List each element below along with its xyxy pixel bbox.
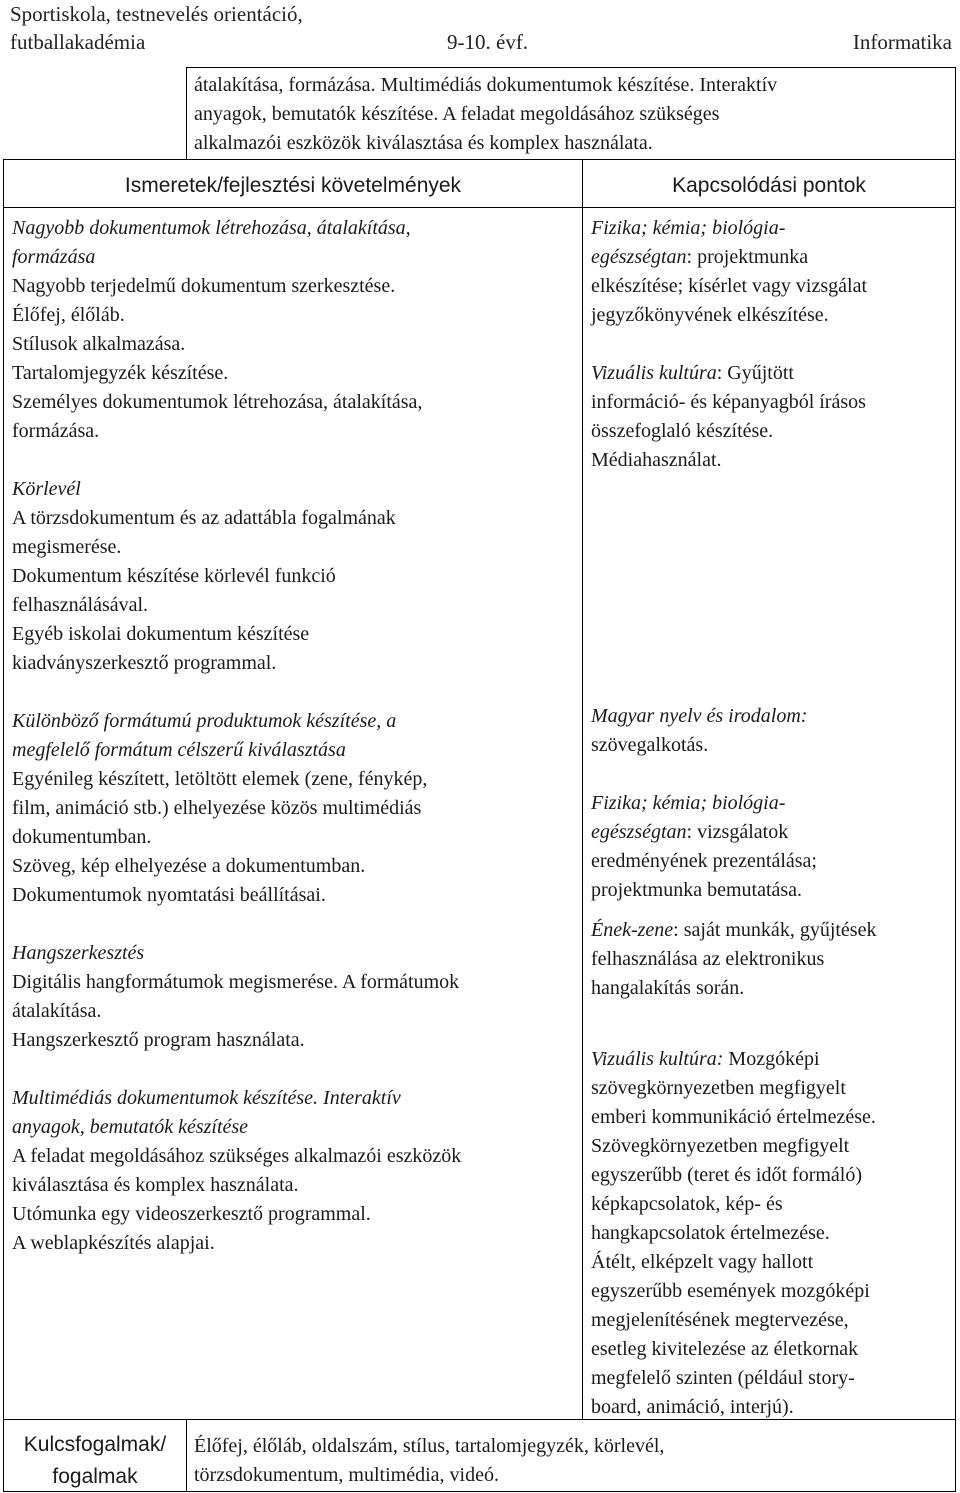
connection-text: esetleg kivitelezése az életkornak [591,1338,859,1360]
section-line: Nagyobb terjedelmű dokumentum szerkesztése. [12,275,396,297]
connection-text: Médiahasználat. [591,449,722,471]
connection-text: Átélt, elképzelt vagy hallott [591,1251,814,1273]
section-line: megismerése. [12,536,122,558]
section-title: Nagyobb dokumentumok létrehozása, átalakítása, [12,217,411,239]
section-line: A weblapkészítés alapjai. [12,1232,215,1254]
left-column [12,214,578,1258]
header-line-2 [10,28,952,56]
header-subject: Informatika [852,30,952,54]
connection-subject: Vizuális kultúra: [591,1048,724,1070]
connection-text: információ- és képanyagból írásos [591,391,866,413]
section-line: Tartalomjegyzék készítése. [12,362,229,384]
key-concepts-line: Élőfej, élőláb, oldalszám, stílus, tartalomjegyzék, körlevél, [194,1435,665,1457]
section-line: film, animáció stb.) elhelyezése közös multimédiás [12,797,422,819]
section-title: Hangszerkesztés [12,942,145,964]
connection-text: Szövegkörnyezetben megfigyelt [591,1135,850,1157]
section-title: formázása [12,246,96,268]
connection-text: eredményének prezentálása; [591,850,817,872]
section-line: A feladat megoldásához szükséges alkalmazói eszközök [12,1145,462,1167]
top-box-text [194,71,952,158]
connection-text: : Gyűjtött [716,362,794,384]
section-title: anyagok, bemutatók készítése [12,1116,249,1138]
section-line: Utómunka egy videoszerkesztő programmal. [12,1203,371,1225]
key-concepts-label-line: fogalmak [52,1465,138,1488]
top-box-line: anyagok, bemutatók készítése. A feladat megoldásához szükséges [194,103,720,125]
connection-text: egyszerűbb (teret és időt formáló) [591,1164,863,1186]
section-line: Dokumentumok nyomtatási beállításai. [12,884,326,906]
section-line: kiválasztása és komplex használata. [12,1174,299,1196]
section-line: átalakítása. [12,1000,102,1022]
table-right-border [955,67,956,1492]
column-header-connections: Kapcsolódási pontok [672,174,866,197]
connection-text: összefoglaló készítése. [591,420,774,442]
connection-text: megjelenítésének megtervezése, [591,1309,849,1331]
table-col-divider-top [186,67,187,160]
section-line: Élőfej, élőláb. [12,304,125,326]
section-title: Körlevél [12,478,81,500]
section-line: formázása. [12,420,100,442]
connection-text: jegyzőkönyvének elkészítése. [591,304,829,326]
key-concepts-label-line: Kulcsfogalmak/ [23,1433,167,1456]
connection-text: : saját munkák, gyűjtések [673,919,877,941]
connection-physics-1 [591,214,953,330]
connection-text: megfelelő szinten (például story- [591,1367,855,1389]
table-rule-1 [3,159,956,160]
section-line: Egyénileg készített, letöltött elemek (zene, fénykép, [12,768,428,790]
connection-text: hangkapcsolatok értelmezése. [591,1222,830,1244]
section-line: Szöveg, kép elhelyezése a dokumentumban. [12,855,366,877]
key-concepts-line: törzsdokumentum, multimédia, videó. [194,1464,499,1486]
connection-text: projektmunka bemutatása. [591,879,803,901]
connection-visual-culture-1 [591,359,953,475]
table-col-divider-bottom [186,1419,187,1492]
section-line: Stílusok alkalmazása. [12,333,186,355]
section-line: Digitális hangformátumok megismerése. A formátumok [12,971,460,993]
connection-subject: egészségtan [591,821,687,843]
connection-text: emberi kommunikáció értelmezése. [591,1106,876,1128]
connection-text: : vizsgálatok [686,821,789,843]
section-mail-merge [12,475,578,678]
connection-text: képkapcsolatok, kép- és [591,1193,783,1215]
connection-subject: Ének-zene [591,919,674,941]
section-line: A törzsdokumentum és az adattábla fogalmának [12,507,396,529]
connection-text: Mozgóképi [723,1048,820,1070]
connection-text: szövegkörnyezetben megfigyelt [591,1077,846,1099]
connection-subject: Fizika; kémia; biológia- [591,217,786,239]
section-large-documents [12,214,578,446]
connection-text: egyszerűbb események mozgóképi [591,1280,870,1302]
table-rule-2 [3,207,956,208]
connection-text: : projektmunka [686,246,809,268]
connection-subject: Fizika; kémia; biológia- [591,792,786,814]
connection-text: board, animáció, interjú). [591,1396,794,1418]
key-concepts-text [194,1432,952,1490]
table-top-border [186,67,956,68]
header-school: futballakadémia [10,30,146,54]
section-formats [12,707,578,910]
connection-music [591,916,953,1003]
section-line: Egyéb iskolai dokumentum készítése [12,623,310,645]
section-line: dokumentumban. [12,826,152,848]
connection-subject: Magyar nyelv és irodalom: [591,705,808,727]
section-audio-editing [12,939,578,1055]
section-line: Személyes dokumentumok létrehozása, átalakítása, [12,391,423,413]
connection-text: szövegalkotás. [591,734,709,756]
table-col-divider-mid [582,159,583,1420]
section-title: megfelelő formátum célszerű kiválasztása [12,739,346,761]
top-box-line: alkalmazói eszközök kiválasztása és komplex használata. [194,132,653,154]
table-left-border [3,159,4,1492]
connection-subject: Vizuális kultúra [591,362,717,384]
connection-hungarian [591,702,953,760]
key-concepts-label [4,1429,186,1493]
section-title: Multimédiás dokumentumok készítése. Interaktív [12,1087,401,1109]
header-grade: 9-10. évf. [447,30,529,54]
column-header-knowledge: Ismeretek/fejlesztési követelmények [124,174,462,197]
section-multimedia [12,1084,578,1258]
header-line-1: Sportiskola, testnevelés orientáció, [10,2,303,26]
connection-physics-2 [591,789,953,905]
connection-text: elkészítése; kísérlet vagy vizsgálat [591,275,868,297]
connection-text: felhasználása az elektronikus [591,948,825,970]
top-box-line: átalakítása, formázása. Multimédiás dokumentumok készítése. Interaktív [194,74,778,96]
connection-text: hangalakítás során. [591,977,745,999]
connection-subject: egészségtan [591,246,687,268]
section-title: Különböző formátumú produktumok készítése, a [12,710,397,732]
section-line: Hangszerkesztő program használata. [12,1029,305,1051]
section-line: kiadványszerkesztő programmal. [12,652,277,674]
section-line: felhasználásával. [12,594,149,616]
section-line: Dokumentum készítése körlevél funkció [12,565,336,587]
connection-visual-culture-2 [591,1045,953,1422]
